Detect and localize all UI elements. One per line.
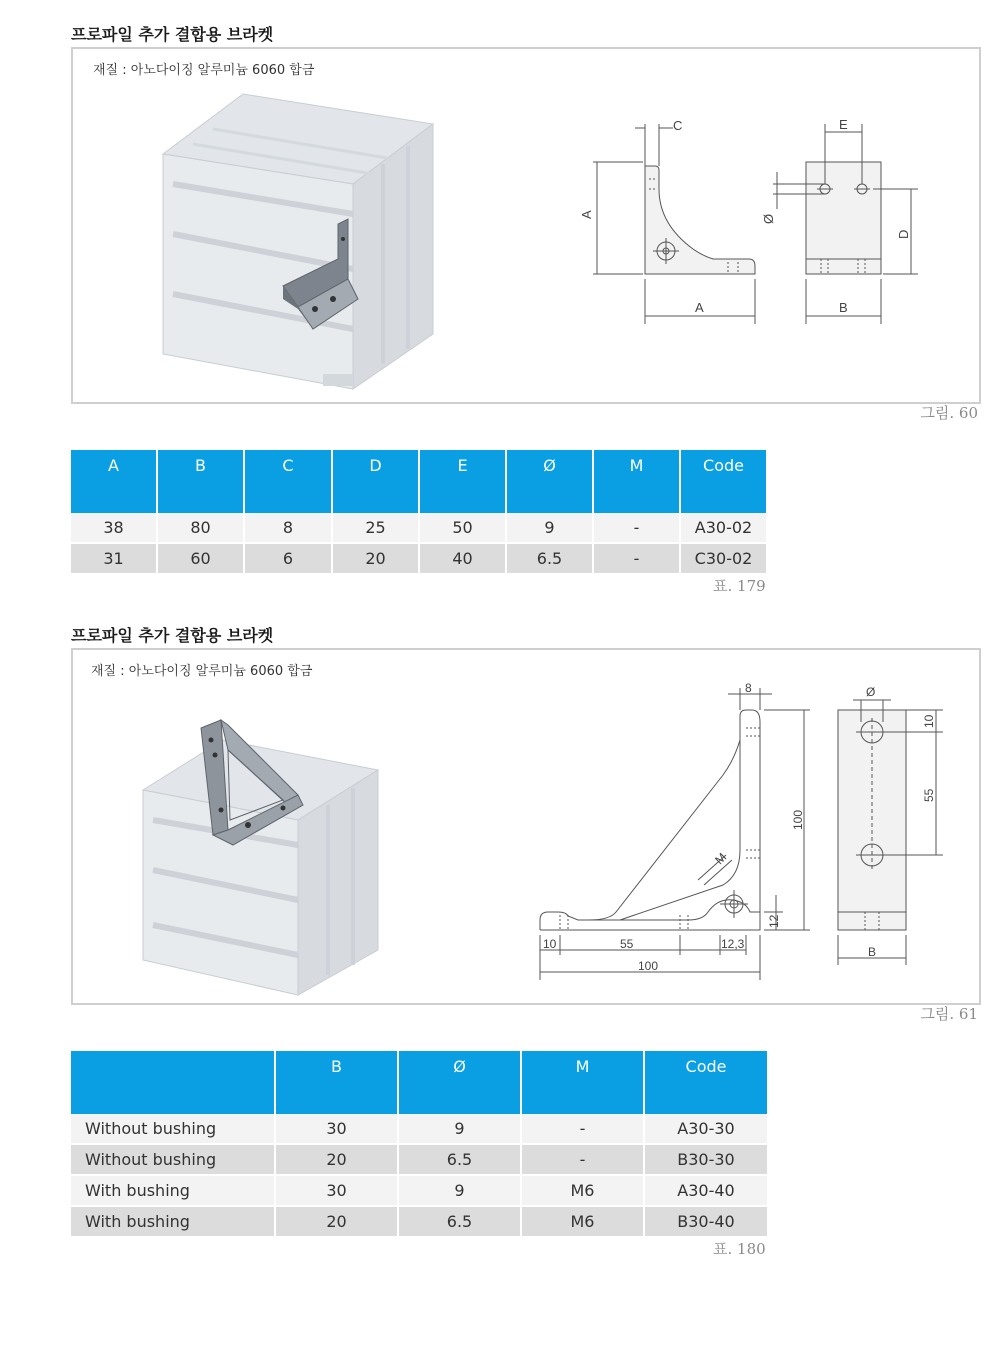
dim-label-phi: Ø	[761, 213, 776, 224]
table-row	[71, 1145, 767, 1176]
table-cell: 9	[507, 513, 592, 544]
table-cell: 40	[420, 544, 505, 575]
table-cell: 20	[276, 1145, 397, 1176]
table-cell: -	[594, 513, 679, 544]
table-cell: 9	[399, 1176, 520, 1207]
section1-material: 재질 : 아노다이징 알루미늄 6060 합금	[93, 63, 315, 78]
table-cell: A30-30	[645, 1114, 767, 1145]
figure-60-caption: 그림. 60	[920, 404, 978, 422]
table-cell: A30-40	[645, 1176, 767, 1207]
table-header: D	[333, 450, 418, 513]
table-cell: With bushing	[71, 1207, 274, 1238]
table-cell: 25	[333, 513, 418, 544]
table-cell: -	[594, 544, 679, 575]
dim-label-d: D	[896, 229, 911, 239]
table-cell: B30-40	[645, 1207, 767, 1238]
section2-material: 재질 : 아노다이징 알루미늄 6060 합금	[91, 664, 313, 679]
dim-label-b-2: B	[868, 945, 877, 959]
table-cell: 6	[245, 544, 331, 575]
table-row	[71, 1114, 767, 1145]
section2-title: 프로파일 추가 결합용 브라켓	[71, 626, 274, 645]
table-cell: Without bushing	[71, 1145, 274, 1176]
table-cell: B30-30	[645, 1145, 767, 1176]
table-cell: -	[522, 1145, 643, 1176]
dim-label-e: E	[839, 117, 848, 132]
table-row	[71, 513, 766, 544]
section1-title: 프로파일 추가 결합용 브라켓	[71, 25, 274, 44]
table-cell: 20	[276, 1207, 397, 1238]
table-cell: 8	[245, 513, 331, 544]
table-cell: C30-02	[681, 544, 766, 575]
table-header-row	[71, 450, 766, 513]
dim-label-a-side: A	[579, 210, 594, 219]
spec-table-180	[69, 1051, 769, 1238]
technical-drawing-1	[573, 114, 933, 384]
table-cell: 50	[420, 513, 505, 544]
table-cell: 31	[71, 544, 156, 575]
table-header: A	[71, 450, 156, 513]
dim-label-b: B	[839, 300, 848, 315]
table-cell: 9	[399, 1114, 520, 1145]
figure-61-caption: 그림. 61	[920, 1005, 978, 1023]
table-row	[71, 1207, 767, 1238]
dim-label-a-bottom: A	[695, 300, 704, 315]
dim-label-phi-2: Ø	[866, 685, 876, 699]
table-header: Code	[645, 1051, 767, 1114]
dim-label-55: 55	[620, 937, 634, 951]
profile-bracket-render-2	[133, 710, 473, 1000]
spec-table-179	[69, 450, 768, 575]
table-cell: 38	[71, 513, 156, 544]
table-header: B	[276, 1051, 397, 1114]
dim-label-10: 10	[543, 937, 557, 951]
table-cell: 6.5	[399, 1145, 520, 1176]
table-header-row	[71, 1051, 767, 1114]
table-cell: 6.5	[507, 544, 592, 575]
dim-label-12: 12	[767, 914, 781, 928]
table-header: M	[522, 1051, 643, 1114]
table-180-caption: 표. 180	[713, 1240, 766, 1258]
table-cell: 20	[333, 544, 418, 575]
dim-label-10-vertical: 10	[922, 714, 936, 728]
table-header: M	[594, 450, 679, 513]
table-cell: With bushing	[71, 1176, 274, 1207]
table-header: Ø	[399, 1051, 520, 1114]
table-header: Ø	[507, 450, 592, 513]
table-cell: A30-02	[681, 513, 766, 544]
dim-label-8: 8	[745, 681, 752, 695]
dim-label-c: C	[673, 118, 683, 133]
dim-label-100-horizontal: 100	[638, 959, 659, 973]
figure-61-box	[71, 648, 981, 1005]
table-header: C	[245, 450, 331, 513]
table-header: Code	[681, 450, 766, 513]
table-cell: 60	[158, 544, 243, 575]
table-cell: 30	[276, 1176, 397, 1207]
table-row	[71, 544, 766, 575]
table-cell: Without bushing	[71, 1114, 274, 1145]
figure-60-box	[71, 47, 981, 404]
table-cell: -	[522, 1114, 643, 1145]
dim-label-100-vertical: 100	[791, 809, 805, 830]
table-row	[71, 1176, 767, 1207]
table-header: B	[158, 450, 243, 513]
table-header	[71, 1051, 274, 1114]
dim-label-55-vertical: 55	[922, 788, 936, 802]
dim-label-12-3: 12,3	[721, 937, 745, 951]
table-cell: 80	[158, 513, 243, 544]
table-cell: 30	[276, 1114, 397, 1145]
table-cell: M6	[522, 1207, 643, 1238]
table-header: E	[420, 450, 505, 513]
table-cell: 6.5	[399, 1207, 520, 1238]
profile-bracket-render-1	[153, 74, 533, 394]
dim-label-m: M	[712, 850, 730, 868]
table-179-caption: 표. 179	[713, 577, 766, 595]
technical-drawing-2	[528, 680, 968, 980]
table-cell: M6	[522, 1176, 643, 1207]
